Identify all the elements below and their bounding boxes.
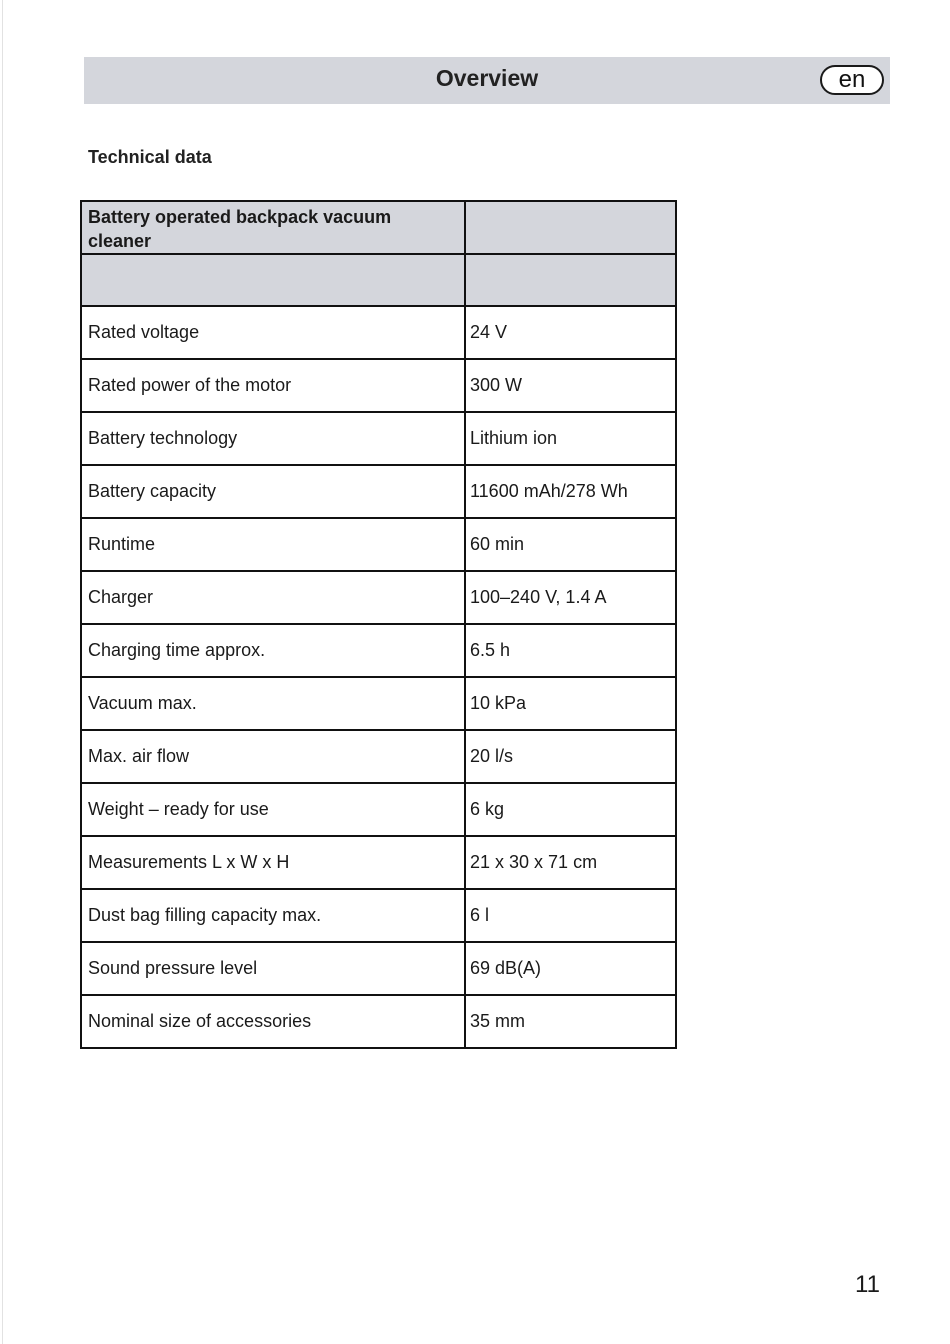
table-row (81, 889, 676, 942)
spec-label: Battery capacity (81, 465, 465, 518)
spec-value: 20 l/s (465, 730, 676, 783)
table-row (81, 571, 676, 624)
spec-value: 300 W (465, 359, 676, 412)
table-row (81, 306, 676, 359)
spec-value: 10 kPa (465, 677, 676, 730)
spec-value: 6 kg (465, 783, 676, 836)
spec-label: Max. air flow (81, 730, 465, 783)
spec-label: Nominal size of accessories (81, 995, 465, 1048)
table-row (81, 836, 676, 889)
spec-value: 24 V (465, 306, 676, 359)
language-badge: en (820, 65, 884, 95)
table-row (81, 783, 676, 836)
spec-label: Charging time approx. (81, 624, 465, 677)
spec-label: Sound pressure level (81, 942, 465, 995)
spec-label: Charger (81, 571, 465, 624)
table-row (81, 465, 676, 518)
spec-value: 6 l (465, 889, 676, 942)
table-header-label: Battery operated backpack vacuum cleaner (81, 201, 465, 254)
spec-value: Lithium ion (465, 412, 676, 465)
spec-value: 60 min (465, 518, 676, 571)
spec-label: Dust bag filling capacity max. (81, 889, 465, 942)
table-row (81, 412, 676, 465)
section-heading: Technical data (88, 147, 212, 167)
spec-label: Battery technology (81, 412, 465, 465)
table-row (81, 677, 676, 730)
header-band (84, 57, 890, 104)
spec-value: 6.5 h (465, 624, 676, 677)
table-header-row (81, 201, 676, 254)
table-shaded-row (81, 254, 676, 306)
table-shaded-cell (81, 254, 465, 306)
table-row (81, 730, 676, 783)
table-header-empty (465, 201, 676, 254)
spec-value: 69 dB(A) (465, 942, 676, 995)
table-row (81, 624, 676, 677)
spec-label: Rated voltage (81, 306, 465, 359)
spec-value: 35 mm (465, 995, 676, 1048)
spec-label: Vacuum max. (81, 677, 465, 730)
page-number: 11 (855, 1271, 880, 1298)
table-row (81, 995, 676, 1048)
table-row (81, 359, 676, 412)
table-row (81, 942, 676, 995)
spec-value: 100–240 V, 1.4 A (465, 571, 676, 624)
technical-data-table (80, 200, 677, 1049)
spec-label: Runtime (81, 518, 465, 571)
page-edge (2, 0, 3, 1344)
table-shaded-cell (465, 254, 676, 306)
table-row (81, 518, 676, 571)
page-title: Overview (435, 65, 539, 91)
spec-value: 11600 mAh/278 Wh (465, 465, 676, 518)
spec-label: Weight – ready for use (81, 783, 465, 836)
spec-label: Rated power of the motor (81, 359, 465, 412)
spec-label: Measurements L x W x H (81, 836, 465, 889)
spec-value: 21 x 30 x 71 cm (465, 836, 676, 889)
